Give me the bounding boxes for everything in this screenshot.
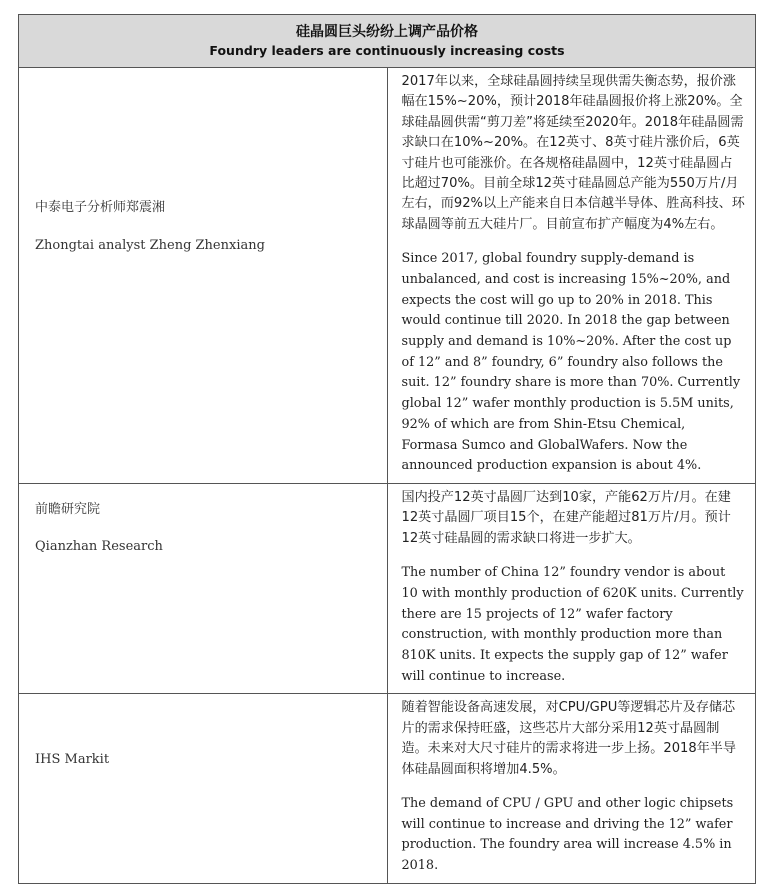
statement-english: The number of China 12” foundry vendor is about 10 with monthly production of 620K units. Currently there are 15 projects of 12” wafer factory construction, with monthly production more than 810K units. It expects the supply gap of 12” wafer will continue to increase. (401, 565, 744, 684)
statement-cell (387, 68, 756, 484)
table-row (19, 694, 756, 883)
table-title-english: Foundry leaders are continuously increasing costs (209, 43, 565, 58)
source-cell (19, 68, 388, 484)
source-name-chinese: 中泰电子分析师郑震湘 (35, 200, 166, 215)
source-name-english: IHS Markit (35, 752, 110, 768)
table-row (19, 483, 756, 693)
source-cell (19, 483, 388, 693)
statement-chinese: 国内投产12英寸晶圆厂达到10家，产能62万片/月。在建12英寸晶圆厂项目15个，在建产能超过81万片/月。预计12英寸硅晶圆的需求缺口将进一步扩大。 (401, 489, 731, 546)
price-table-document (18, 14, 756, 884)
source-name-english: Qianzhan Research (35, 538, 163, 554)
source-cell (19, 694, 388, 883)
statement-chinese: 随着智能设备高速发展，对CPU/GPU等逻辑芯片及存储芯片的需求保持旺盛，这些芯片大部分采用12英寸晶圆制造。未来对大尺寸硅片的需求将进一步上扬。2018年半导体硅晶圆面积将增加4.5%。 (401, 700, 736, 777)
statement-cell (387, 694, 756, 883)
source-name-english: Zhongtai analyst Zheng Zhenxiang (35, 238, 265, 253)
table-header (19, 15, 756, 68)
table-title-chinese: 硅晶圆巨头纷纷上调产品价格 (296, 24, 478, 40)
statement-chinese: 2017年以来，全球硅晶圆持续呈现供需失衡态势，报价涨幅在15%~20%，预计2018年硅晶圆报价将上涨20%。全球硅晶圆供需“剪刀差”将延续至2020年。2018年硅晶圆需求缺口在10%~20%。在12英寸、8英寸硅片涨价后，6英寸硅片也可能涨价。在各规格硅晶圆中，12英寸硅晶圆占比超过70%。目前全球12英寸硅晶圆总产能为550万片/月左右，而92%以上产能来自日本信越半导体、胜高科技、环球晶圆等前五大硅片厂。目前宣布扩产幅度为4%左右。 (401, 74, 745, 232)
statement-english: Since 2017, global foundry supply-demand is unbalanced, and cost is increasing 15%~20%, and expects the cost will go up to 20% in 2018. This would continue till 2020. In 2018 the gap between supply and demand is 10%~20%. After the cost up of 12” and 8” foundry, 6” foundry also follows the suit. 12” foundry share is more than 70%. Currently global 12” wafer monthly production is 5.5M units, 92% of which are from Shin-Etsu Chemical, Formasa Sumco and GlobalWafers. Now the announced production expansion is about 4%. (401, 251, 741, 474)
foundry-cost-table (18, 14, 756, 884)
statement-english: The demand of CPU / GPU and other logic chipsets will continue to increase and driving the 12” wafer production. The foundry area will increase 4.5% in 2018. (401, 796, 734, 874)
statement-cell (387, 483, 756, 693)
table-header-row (19, 15, 756, 68)
table-row (19, 68, 756, 484)
source-name-chinese: 前瞻研究院 (35, 501, 101, 517)
